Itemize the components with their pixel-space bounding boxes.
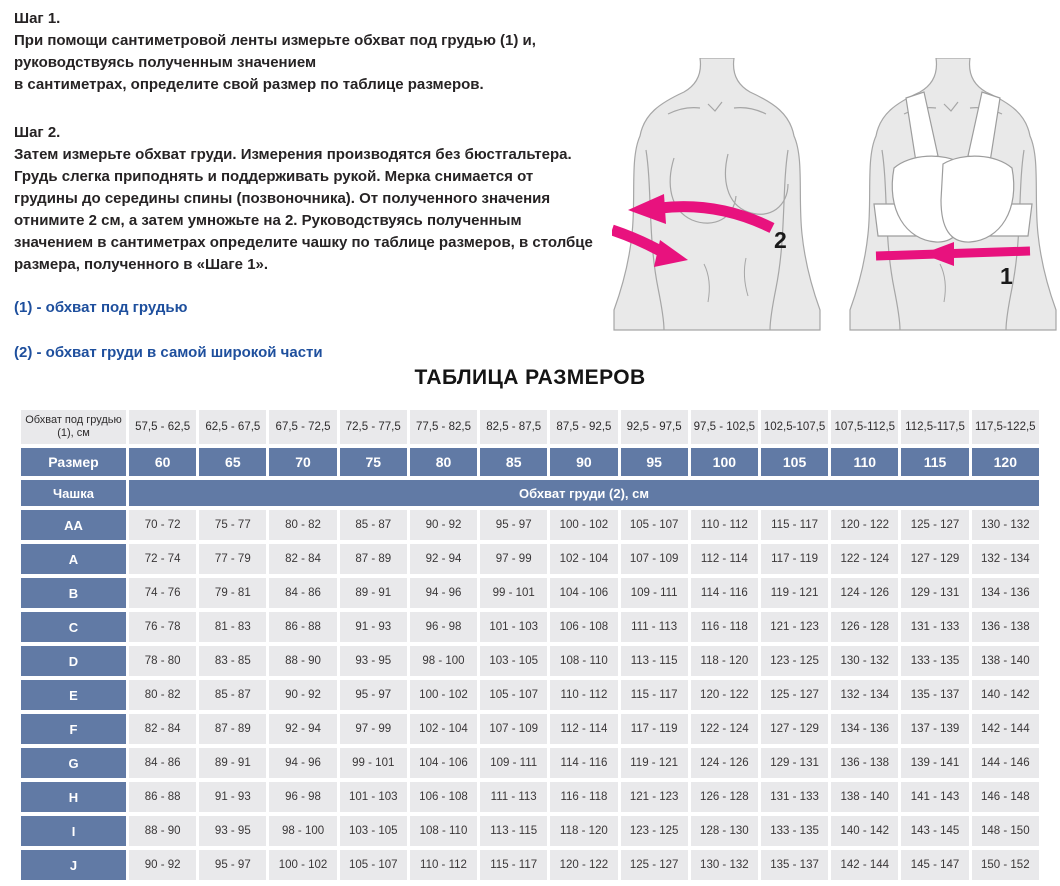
bust-range-cell: 105 - 107: [340, 850, 407, 880]
bust-range-cell: 86 - 88: [129, 782, 196, 812]
bust-range-cell: 110 - 112: [691, 510, 758, 540]
table-row: [21, 544, 1039, 574]
underbust-range-cell: 112,5-117,5: [901, 410, 968, 444]
torso-without-bra: [612, 58, 820, 330]
bust-range-cell: 102 - 104: [410, 714, 477, 744]
bust-range-cell: 121 - 123: [621, 782, 688, 812]
bust-range-cell: 146 - 148: [972, 782, 1039, 812]
bust-range-cell: 94 - 96: [410, 578, 477, 608]
bust-range-cell: 117 - 119: [621, 714, 688, 744]
bust-range-cell: 96 - 98: [269, 782, 336, 812]
torso-figures-illustration: [612, 58, 1060, 332]
step2-line: значением в сантиметрах определите чашку по таблице размеров, в столбце: [14, 234, 593, 251]
bust-range-cell: 77 - 79: [199, 544, 266, 574]
bust-range-cell: 109 - 111: [621, 578, 688, 608]
bust-range-cell: 116 - 118: [691, 612, 758, 642]
bust-range-cell: 114 - 116: [691, 578, 758, 608]
bust-arrow-label: 2: [774, 227, 787, 253]
cup-label-cell: H: [21, 782, 126, 812]
bust-range-cell: 84 - 86: [129, 748, 196, 778]
bust-range-cell: 118 - 120: [550, 816, 617, 846]
step2-title: Шаг 2.: [14, 124, 61, 141]
bust-range-cell: 98 - 100: [269, 816, 336, 846]
bust-range-cell: 78 - 80: [129, 646, 196, 676]
bust-range-cell: 125 - 127: [901, 510, 968, 540]
underbust-range-cell: 92,5 - 97,5: [621, 410, 688, 444]
table-row: [21, 510, 1039, 540]
underbust-arrow-label: 1: [1000, 263, 1013, 289]
cup-row-label-cell: Чашка: [21, 480, 126, 506]
bust-range-cell: 115 - 117: [761, 510, 828, 540]
bust-range-cell: 130 - 132: [691, 850, 758, 880]
table-row: [21, 612, 1039, 642]
underbust-ranges-row: [21, 410, 1039, 444]
size-table-title: ТАБЛИЦА РАЗМЕРОВ: [414, 366, 646, 389]
bust-range-cell: 115 - 117: [621, 680, 688, 710]
underbust-range-cell: 62,5 - 67,5: [199, 410, 266, 444]
bust-range-cell: 90 - 92: [269, 680, 336, 710]
bust-range-cell: 90 - 92: [410, 510, 477, 540]
bust-range-cell: 138 - 140: [972, 646, 1039, 676]
size-cell: 65: [199, 448, 266, 476]
bust-range-cell: 93 - 95: [340, 646, 407, 676]
bust-range-cell: 74 - 76: [129, 578, 196, 608]
bust-range-cell: 105 - 107: [621, 510, 688, 540]
bust-range-cell: 112 - 114: [550, 714, 617, 744]
bust-range-cell: 107 - 109: [621, 544, 688, 574]
bust-range-cell: 93 - 95: [199, 816, 266, 846]
bust-range-cell: 123 - 125: [621, 816, 688, 846]
underbust-range-cell: 77,5 - 82,5: [410, 410, 477, 444]
step1-line: руководствуясь полученным значением: [14, 54, 317, 71]
bust-range-cell: 111 - 113: [480, 782, 547, 812]
bust-range-cell: 134 - 136: [831, 714, 898, 744]
bust-range-cell: 75 - 77: [199, 510, 266, 540]
bust-range-cell: 106 - 108: [410, 782, 477, 812]
size-row-label-cell: Размер: [21, 448, 126, 476]
cup-label-cell: A: [21, 544, 126, 574]
bust-range-cell: 127 - 129: [901, 544, 968, 574]
bust-range-cell: 114 - 116: [550, 748, 617, 778]
bust-header-cell: Обхват груди (2), см: [129, 480, 1039, 506]
bust-range-cell: 90 - 92: [129, 850, 196, 880]
underbust-range-cell: 67,5 - 72,5: [269, 410, 336, 444]
underbust-header-cell: Обхват под грудью (1), см: [21, 410, 126, 444]
underbust-range-cell: 57,5 - 62,5: [129, 410, 196, 444]
bust-range-cell: 99 - 101: [480, 578, 547, 608]
step2-line: размера, полученного в «Шаге 1».: [14, 256, 269, 273]
bust-range-cell: 80 - 82: [129, 680, 196, 710]
bust-range-cell: 113 - 115: [621, 646, 688, 676]
table-row: [21, 816, 1039, 846]
bust-range-cell: 130 - 132: [972, 510, 1039, 540]
cup-label-cell: D: [21, 646, 126, 676]
bust-range-cell: 126 - 128: [831, 612, 898, 642]
bust-range-cell: 131 - 133: [901, 612, 968, 642]
bust-range-cell: 102 - 104: [550, 544, 617, 574]
bust-range-cell: 106 - 108: [550, 612, 617, 642]
underbust-range-cell: 117,5-122,5: [972, 410, 1039, 444]
bust-range-cell: 131 - 133: [761, 782, 828, 812]
bust-range-cell: 100 - 102: [410, 680, 477, 710]
step1-line: При помощи сантиметровой ленты измерьте обхват под грудью (1) и,: [14, 32, 536, 49]
bust-range-cell: 85 - 87: [340, 510, 407, 540]
cup-header-row: [21, 480, 1039, 506]
cup-label-cell: F: [21, 714, 126, 744]
bust-range-cell: 98 - 100: [410, 646, 477, 676]
bust-range-cell: 88 - 90: [269, 646, 336, 676]
bust-range-cell: 108 - 110: [550, 646, 617, 676]
bust-range-cell: 138 - 140: [831, 782, 898, 812]
cup-label-cell: AA: [21, 510, 126, 540]
bust-range-cell: 92 - 94: [269, 714, 336, 744]
step2-line: Грудь слегка приподнять и поддерживать рукой. Мерка снимается от: [14, 168, 534, 185]
measurement-illustration: [612, 58, 1060, 332]
cup-label-cell: G: [21, 748, 126, 778]
bust-range-cell: 92 - 94: [410, 544, 477, 574]
bust-range-cell: 107 - 109: [480, 714, 547, 744]
bust-range-cell: 125 - 127: [621, 850, 688, 880]
bust-range-cell: 142 - 144: [831, 850, 898, 880]
bust-range-cell: 81 - 83: [199, 612, 266, 642]
table-row: [21, 782, 1039, 812]
table-row: [21, 748, 1039, 778]
size-cell: 70: [269, 448, 336, 476]
bust-range-cell: 113 - 115: [480, 816, 547, 846]
bust-range-cell: 140 - 142: [972, 680, 1039, 710]
size-cell: 110: [831, 448, 898, 476]
bust-range-cell: 95 - 97: [199, 850, 266, 880]
bust-range-cell: 95 - 97: [340, 680, 407, 710]
bust-range-cell: 120 - 122: [691, 680, 758, 710]
cup-label-cell: E: [21, 680, 126, 710]
cup-label-cell: C: [21, 612, 126, 642]
cup-label-cell: I: [21, 816, 126, 846]
bust-range-cell: 101 - 103: [480, 612, 547, 642]
bust-range-cell: 129 - 131: [901, 578, 968, 608]
bust-range-cell: 139 - 141: [901, 748, 968, 778]
size-cell: 120: [972, 448, 1039, 476]
bust-range-cell: 100 - 102: [269, 850, 336, 880]
bust-range-cell: 86 - 88: [269, 612, 336, 642]
bust-range-cell: 136 - 138: [972, 612, 1039, 642]
bust-range-cell: 101 - 103: [340, 782, 407, 812]
bust-range-cell: 110 - 112: [410, 850, 477, 880]
sizes-row: [21, 448, 1039, 476]
bust-range-cell: 76 - 78: [129, 612, 196, 642]
bust-range-cell: 120 - 122: [550, 850, 617, 880]
bust-range-cell: 109 - 111: [480, 748, 547, 778]
bust-range-cell: 82 - 84: [129, 714, 196, 744]
bust-range-cell: 80 - 82: [269, 510, 336, 540]
size-cell: 75: [340, 448, 407, 476]
bust-range-cell: 83 - 85: [199, 646, 266, 676]
bust-range-cell: 115 - 117: [480, 850, 547, 880]
bust-range-cell: 143 - 145: [901, 816, 968, 846]
size-cell: 115: [901, 448, 968, 476]
underbust-range-cell: 87,5 - 92,5: [550, 410, 617, 444]
bust-range-cell: 89 - 91: [340, 578, 407, 608]
bust-range-cell: 82 - 84: [269, 544, 336, 574]
bust-range-cell: 117 - 119: [761, 544, 828, 574]
bust-range-cell: 133 - 135: [761, 816, 828, 846]
bust-range-cell: 100 - 102: [550, 510, 617, 540]
bust-range-cell: 144 - 146: [972, 748, 1039, 778]
bust-range-cell: 119 - 121: [761, 578, 828, 608]
bust-range-cell: 111 - 113: [621, 612, 688, 642]
bust-range-cell: 141 - 143: [901, 782, 968, 812]
underbust-range-cell: 102,5-107,5: [761, 410, 828, 444]
bust-range-cell: 134 - 136: [972, 578, 1039, 608]
step1-paragraph: [14, 8, 624, 96]
bust-range-cell: 91 - 93: [340, 612, 407, 642]
bust-range-cell: 85 - 87: [199, 680, 266, 710]
bust-range-cell: 133 - 135: [901, 646, 968, 676]
bust-range-cell: 94 - 96: [269, 748, 336, 778]
bust-range-cell: 136 - 138: [831, 748, 898, 778]
bust-range-cell: 99 - 101: [340, 748, 407, 778]
size-cell: 85: [480, 448, 547, 476]
step2-paragraph: [14, 122, 624, 276]
step2-line: Затем измерьте обхват груди. Измерения производятся без бюстгальтера.: [14, 146, 572, 163]
bust-range-cell: 79 - 81: [199, 578, 266, 608]
table-row: [21, 714, 1039, 744]
size-cell: 60: [129, 448, 196, 476]
torso-with-bra: [850, 58, 1056, 330]
size-cell: 95: [621, 448, 688, 476]
bust-range-cell: 72 - 74: [129, 544, 196, 574]
bust-range-cell: 145 - 147: [901, 850, 968, 880]
bust-range-cell: 105 - 107: [480, 680, 547, 710]
bust-range-cell: 104 - 106: [550, 578, 617, 608]
bust-range-cell: 118 - 120: [691, 646, 758, 676]
bust-range-cell: 91 - 93: [199, 782, 266, 812]
bust-range-cell: 127 - 129: [761, 714, 828, 744]
bust-range-cell: 126 - 128: [691, 782, 758, 812]
step2-line: грудины до середины спины (позвоночника). От полученного значения: [14, 190, 551, 207]
bust-note: (2) - обхват груди в самой широкой части: [14, 344, 323, 361]
bust-range-cell: 104 - 106: [410, 748, 477, 778]
underbust-range-cell: 72,5 - 77,5: [340, 410, 407, 444]
size-cell: 105: [761, 448, 828, 476]
bust-range-cell: 87 - 89: [199, 714, 266, 744]
bust-range-cell: 70 - 72: [129, 510, 196, 540]
bust-range-cell: 129 - 131: [761, 748, 828, 778]
bust-range-cell: 96 - 98: [410, 612, 477, 642]
table-row: [21, 578, 1039, 608]
bust-range-cell: 122 - 124: [831, 544, 898, 574]
size-cell: 90: [550, 448, 617, 476]
underbust-range-cell: 97,5 - 102,5: [691, 410, 758, 444]
bust-range-cell: 128 - 130: [691, 816, 758, 846]
bust-range-cell: 87 - 89: [340, 544, 407, 574]
size-cell: 80: [410, 448, 477, 476]
bust-range-cell: 142 - 144: [972, 714, 1039, 744]
bust-range-cell: 112 - 114: [691, 544, 758, 574]
bust-range-cell: 124 - 126: [691, 748, 758, 778]
table-row: [21, 680, 1039, 710]
bust-range-cell: 130 - 132: [831, 646, 898, 676]
bust-range-cell: 124 - 126: [831, 578, 898, 608]
bust-range-cell: 121 - 123: [761, 612, 828, 642]
underbust-range-cell: 107,5-112,5: [831, 410, 898, 444]
bust-range-cell: 122 - 124: [691, 714, 758, 744]
bust-range-cell: 84 - 86: [269, 578, 336, 608]
bust-range-cell: 135 - 137: [901, 680, 968, 710]
step2-line: отнимите 2 см, а затем умножьте на 2. Руководствуясь полученным: [14, 212, 522, 229]
bust-range-cell: 150 - 152: [972, 850, 1039, 880]
bust-range-cell: 103 - 105: [340, 816, 407, 846]
bust-range-cell: 88 - 90: [129, 816, 196, 846]
table-row: [21, 850, 1039, 880]
bust-range-cell: 135 - 137: [761, 850, 828, 880]
bust-range-cell: 132 - 134: [831, 680, 898, 710]
bust-range-cell: 108 - 110: [410, 816, 477, 846]
bust-range-cell: 95 - 97: [480, 510, 547, 540]
size-cell: 100: [691, 448, 758, 476]
cup-label-cell: B: [21, 578, 126, 608]
bust-range-cell: 125 - 127: [761, 680, 828, 710]
bust-range-cell: 119 - 121: [621, 748, 688, 778]
bust-range-cell: 123 - 125: [761, 646, 828, 676]
bust-range-cell: 148 - 150: [972, 816, 1039, 846]
step1-line: в сантиметрах, определите свой размер по таблице размеров.: [14, 76, 484, 93]
bust-range-cell: 120 - 122: [831, 510, 898, 540]
step1-title: Шаг 1.: [14, 10, 61, 27]
bust-range-cell: 116 - 118: [550, 782, 617, 812]
bust-range-cell: 103 - 105: [480, 646, 547, 676]
underbust-note: (1) - обхват под грудью: [14, 299, 188, 316]
bust-range-cell: 89 - 91: [199, 748, 266, 778]
bust-range-cell: 140 - 142: [831, 816, 898, 846]
table-row: [21, 646, 1039, 676]
cup-label-cell: J: [21, 850, 126, 880]
underbust-range-cell: 82,5 - 87,5: [480, 410, 547, 444]
bust-range-cell: 97 - 99: [480, 544, 547, 574]
bust-range-cell: 110 - 112: [550, 680, 617, 710]
size-table: [18, 406, 1042, 884]
bust-range-cell: 137 - 139: [901, 714, 968, 744]
bust-range-cell: 97 - 99: [340, 714, 407, 744]
bust-range-cell: 132 - 134: [972, 544, 1039, 574]
